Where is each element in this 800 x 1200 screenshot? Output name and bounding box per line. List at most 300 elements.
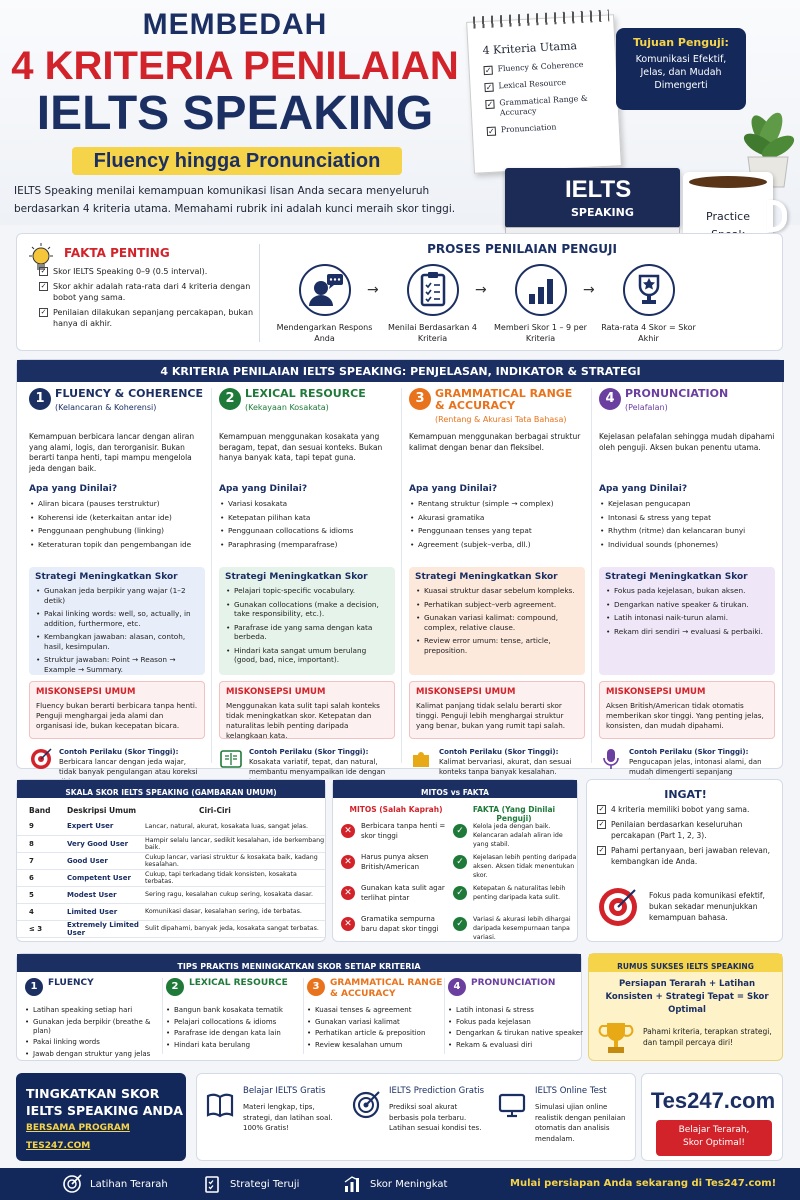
check-icon: ✓ (453, 824, 467, 838)
strategy-item: • Gunakan variasi kalimat: compound, complex, relative clause. (415, 613, 579, 632)
rumus-formula: Persiapan Terarah + Latihan Konsisten + Strategi Tepat = Skor Optimal (605, 979, 769, 1015)
promo-features (196, 1073, 636, 1161)
process-step-label: Rata-rata 4 Skor = Skor Akhir (601, 323, 696, 343)
process-step-label: Mendengarkan Respons Anda (276, 323, 373, 343)
column-divider (162, 978, 163, 1054)
strategy-item: • Fokus pada kejelasan, bukan aksen. (605, 586, 769, 596)
ingat-title: INGAT! (664, 788, 707, 801)
process-title: PROSES PENILAIAN PENGUJI (427, 242, 617, 256)
band-description: Competent User (53, 869, 141, 886)
criterion-number: 4 (599, 388, 621, 410)
footer-item (342, 1174, 447, 1194)
ingat-panel (586, 779, 783, 942)
rumus-title: RUMUS SUKSES IELTS SPEAKING (617, 962, 754, 971)
band-traits: Hampir selalu lancar, sedikit kesalahan, ide berkembang baik. (141, 835, 325, 852)
assess-item: • Rentang struktur (simple → complex) (409, 499, 585, 509)
tip-item: • Gunakan jeda berpikir (breathe & plan) (25, 1018, 165, 1036)
rumus-text: Pahami kriteria, terapkan strategi, dan tampil percaya diri! (643, 1027, 772, 1047)
promo-feature-title: IELTS Online Test (535, 1086, 607, 1096)
criterion-number: 2 (219, 388, 241, 410)
criteria-title: 4 KRITERIA PENILAIAN IELTS SPEAKING: PENJELASAN, INDIKATOR & STRATEGI (160, 365, 641, 378)
checkbox-icon: ✓ (486, 99, 494, 110)
assess-item: • Variasi kosakata (219, 499, 395, 509)
checkbox-icon: ✓ (484, 65, 492, 76)
myth-text: Gunakan kata sulit agar terlihat pintar (361, 884, 445, 902)
notepad-item (487, 120, 609, 136)
column-divider (444, 978, 445, 1054)
band-value: ≤ 3 (17, 920, 53, 937)
strategy-box (599, 567, 775, 675)
misconception-box (219, 681, 395, 739)
tip-header (25, 978, 165, 1006)
column-divider (401, 388, 402, 763)
criterion-description: Kemampuan menggunakan berbagai struktur kalimat dengan benar dan fleksibel. (409, 432, 581, 452)
band-description: Modest User (53, 886, 141, 903)
tip-number: 1 (25, 978, 43, 996)
brand-box (641, 1073, 783, 1161)
scale-row (17, 920, 325, 937)
tip-item: • Bangun bank kosakata tematik (166, 1006, 306, 1015)
tip-item: • Fokus pada kejelasan (448, 1018, 588, 1027)
assess-item: • Koherensi ide (keterkaitan antar ide) (29, 513, 205, 523)
strategy-item: • Rekam diri sendiri → evaluasi & perbaiki. (605, 627, 769, 637)
tip-item: • Review kesalahan umum (307, 1041, 447, 1050)
scale-row (17, 886, 325, 903)
criterion-description: Kemampuan menggunakan kosakata yang beragam, tepat, dan sesuai konteks. Bukan hanya banyak kata, tapi tepat guna. (219, 432, 383, 462)
notepad-item-label: Fluency & Coherence (497, 59, 584, 74)
intro-text: IELTS Speaking menilai kemampuan komunikasi lisan Anda secara menyeluruh berdasarkan 4 kriteria utama. Memahami rubrik ini adalah kunci meraih skor tinggi. (14, 185, 456, 215)
example-title: Contoh Perilaku (Skor Tinggi): (629, 748, 749, 756)
example-title: Contoh Perilaku (Skor Tinggi): (439, 748, 559, 756)
checkbox-icon: ✓ (40, 267, 47, 275)
assess-title: Apa yang Dinilai? (409, 484, 498, 494)
criterion-header (219, 388, 395, 422)
tip-column (166, 978, 306, 1052)
rumus-panel (588, 953, 783, 1061)
example-title: Contoh Perilaku (Skor Tinggi): (59, 748, 179, 756)
strategy-item: • Gunakan collocations (make a decision, take responsibility, etc.). (225, 600, 389, 619)
tip-item: • Pakai linking words (25, 1038, 165, 1047)
misconception-text: Fluency bukan berarti berbicara tanpa henti. Penguji menghargai jeda alami dan organisasi ide, bukan kecepatan bicara. (36, 701, 198, 730)
myth-text: Harus punya aksen British/American (361, 853, 429, 871)
tips-title: TIPS PRAKTIS MENINGKATKAN SKOR SETIAP KRITERIA (177, 962, 421, 971)
tip-header (166, 978, 306, 1006)
subtitle-text: Fluency hingga Pronunciation (93, 150, 381, 172)
band-value: 7 (17, 852, 53, 869)
criterion-title-text: LEXICAL RESOURCE (245, 387, 366, 400)
assess-item: • Ketepatan pilihan kata (219, 513, 395, 523)
ingat-item (597, 804, 779, 815)
brand-badge (656, 1120, 772, 1156)
target-icon (62, 1174, 82, 1194)
cross-icon: ✕ (341, 824, 355, 838)
promo-feature-text: Materi lengkap, tips, strategi, dan latihan soal. 100% Gratis! (243, 1103, 333, 1132)
myths-panel (332, 779, 578, 942)
criterion-header (599, 388, 775, 422)
title-line-2: 4 KRITERIA PENILAIAN (11, 44, 459, 88)
promo-banner (16, 1073, 186, 1161)
promo-feature-text: Simulasi ujian online realistik dengan penilaian otomatis dan analisis mendalam. (535, 1103, 626, 1143)
myth-text: Gramatika sempurna baru dapat skor tinggi (361, 915, 439, 933)
checkbox-icon: ✓ (40, 282, 47, 290)
criteria-panel (16, 359, 783, 776)
criterion-subtitle: (Pelafalan) (625, 403, 668, 412)
scale-row (17, 869, 325, 886)
ingat-list (597, 804, 779, 871)
example-text: Kalimat bervariasi, akurat, dan sesuai konteks tanpa banyak kesalahan. (439, 758, 572, 776)
strategy-item: • Pakai linking words: well, so, actually, in addition, furthermore, etc. (35, 609, 199, 628)
fact-text: Skor akhir adalah rata-rata dari 4 kriteria dengan bobot yang sama. (53, 282, 251, 302)
clipboard-icon (407, 264, 459, 316)
scale-row (17, 852, 325, 869)
trophy-icon (599, 1020, 633, 1056)
misconception-title: MISKONSEPSI UMUM (606, 687, 706, 697)
listen-icon (299, 264, 351, 316)
title-line-3: IELTS SPEAKING (36, 87, 434, 140)
ingat-item (597, 845, 779, 867)
tip-item: • Jawab dengan struktur yang jelas (25, 1050, 165, 1059)
tip-title: LEXICAL RESOURCE (189, 978, 288, 988)
ingat-text: 4 kriteria memiliki bobot yang sama. (611, 805, 750, 814)
target-icon (597, 886, 639, 928)
misconception-box (29, 681, 205, 739)
tip-item: • Dengarkan & tirukan native speaker (448, 1029, 588, 1038)
band-description: Good User (53, 852, 141, 869)
notepad-item-label: Lexical Resource (498, 77, 567, 91)
tip-column (25, 978, 165, 1061)
band-description: Extremely Limited User (53, 920, 141, 937)
myths-title: MITOS vs FAKTA (421, 788, 489, 797)
strategy-box (409, 567, 585, 675)
misconception-box (409, 681, 585, 739)
assess-title: Apa yang Dinilai? (29, 484, 118, 494)
notepad-title: 4 Kriteria Utama (482, 39, 578, 58)
criterion-description: Kemampuan berbicara lancar dengan aliran yang alami, logis, dan terorganisir. Bukan berarti tanpa henti, tapi mampu mengelola jeda dengan baik. (29, 432, 195, 473)
promo-feature[interactable] (495, 1074, 637, 1166)
tips-title-bar (17, 954, 581, 972)
strategy-item: • Pelajari topic-specific vocabulary. (225, 586, 389, 596)
example-text: Kosakata variatif, tepat, dan natural, membantu menyampaikan ide dengan (249, 758, 386, 776)
assess-item: • Keteraturan topik dan pengembangan ide (29, 540, 205, 550)
ingat-item (597, 819, 779, 841)
tip-item: • Gunakan variasi kalimat (307, 1018, 447, 1027)
band-traits: Lancar, natural, akurat, kosakata luas, sangat jelas. (141, 818, 325, 835)
mug-text: Practice (706, 210, 750, 223)
tip-title: PRONUNCIATION (471, 978, 556, 988)
promo-feature-title: Belajar IELTS Gratis (243, 1086, 326, 1096)
notepad-item (484, 76, 606, 92)
tip-item: • Hindari kata berulang (166, 1041, 306, 1050)
facts-process-panel (16, 233, 783, 351)
tip-number: 4 (448, 978, 466, 996)
strategy-title: Strategi Meningkatkan Skor (605, 572, 748, 582)
assess-list (409, 499, 585, 561)
assess-item: • Agreement (subjek–verba, dll.) (409, 540, 585, 550)
example-title: Contoh Perilaku (Skor Tinggi): (249, 748, 369, 756)
growth-chart-icon (342, 1174, 362, 1194)
fact-text: Penilaian dilakukan sepanjang percakapan, bukan hanya di akhir. (53, 308, 254, 328)
assess-item: • Aliran bicara (pauses terstruktur) (29, 499, 205, 509)
process-step (380, 264, 485, 344)
assess-list (29, 499, 205, 561)
tip-item: • Latihan speaking setiap hari (25, 1006, 165, 1015)
ielts-book (505, 168, 680, 228)
assess-item: • Akurasi gramatika (409, 513, 585, 523)
assess-item: • Individual sounds (phonemes) (599, 540, 775, 550)
criterion-header (29, 388, 205, 422)
band-description: Limited User (53, 903, 141, 920)
band-traits: Sulit dipahami, banyak jeda, kosakata sangat terbatas. (141, 920, 325, 937)
col-band: Band (29, 805, 51, 815)
criterion-title-text: PRONUNCIATION (625, 387, 729, 400)
band-value: 4 (17, 903, 53, 920)
checkbox-icon: ✓ (598, 846, 605, 854)
strategy-title: Strategi Meningkatkan Skor (35, 572, 178, 582)
example-text: Pengucapan jelas, intonasi alami, dan mudah dimengerti sepanjang (629, 758, 762, 776)
ingat-text: Penilaian berdasarkan keseluruhan percakapan (Part 1, 2, 3). (611, 820, 743, 840)
tip-item: • Kuasai tenses & agreement (307, 1006, 447, 1015)
fact-item (39, 307, 254, 329)
rumus-title-bar (589, 954, 782, 972)
myth-head: MITOS (Salah Kaprah) (349, 805, 443, 814)
strategy-item: • Hindari kata sangat umum berulang (good, bad, nice, important). (225, 646, 389, 665)
band-description: Expert User (53, 818, 141, 835)
tip-column (448, 978, 588, 1052)
strategy-box (219, 567, 395, 675)
footer-bar (0, 1168, 800, 1200)
tip-header (307, 978, 447, 1006)
promo-feature-text: Prediksi soal akurat berbasis pola terbaru. Latihan sesuai kondisi tes. (389, 1103, 482, 1132)
checklist-icon (202, 1174, 222, 1194)
checkbox-icon: ✓ (598, 805, 605, 813)
process-step-label: Memberi Skor 1 – 9 per Kriteria (494, 323, 587, 343)
target-icon (351, 1090, 381, 1124)
example-behavior (409, 747, 585, 777)
cross-icon: ✕ (341, 917, 355, 931)
scale-title: SKALA SKOR IELTS SPEAKING (GAMBARAN UMUM) (65, 788, 277, 797)
promo-line-1: TINGKATKAN SKOR (26, 1086, 160, 1101)
criterion-title-text: FLUENCY & COHERENCE (55, 387, 203, 400)
fact-text: Variasi & akurasi lebih dihargai daripada kesempurnaan tanpa variasi. (473, 916, 571, 941)
column-divider (303, 978, 304, 1054)
tip-item: • Perhatikan article & preposition (307, 1029, 447, 1038)
checkbox-icon: ✓ (487, 126, 495, 136)
misconception-box (599, 681, 775, 739)
band-description: Very Good User (53, 835, 141, 852)
footer-item (202, 1174, 299, 1194)
tip-header (448, 978, 588, 1006)
assess-list (599, 499, 775, 561)
misconception-title: MISKONSEPSI UMUM (36, 687, 136, 697)
tip-item: • Latih intonasi & stress (448, 1006, 588, 1015)
assess-item: • Penggunaan collocations & idioms (219, 526, 395, 536)
criterion-column (593, 387, 781, 776)
notepad-item-label: Grammatical Range & Accuracy (499, 93, 588, 118)
strategy-item: • Latih intonasi naik-turun alami. (605, 613, 769, 623)
process-step (596, 264, 701, 344)
assess-item: • Paraphrasing (memparafrase) (219, 540, 395, 550)
assess-title: Apa yang Dinilai? (599, 484, 688, 494)
arrow-right-icon: → (583, 282, 595, 298)
misconception-title: MISKONSEPSI UMUM (416, 687, 516, 697)
promo-line-3: BERSAMA PROGRAM TES247.COM (26, 1123, 130, 1151)
strategy-item: • Perhatikan subject–verb agreement. (415, 600, 579, 610)
myth-fact-row (341, 849, 575, 879)
col-desc: Deskripsi Umum (67, 805, 137, 815)
scale-header-row (17, 802, 325, 818)
arrow-right-icon: → (367, 282, 379, 298)
process-step (272, 264, 377, 344)
column-divider (591, 388, 592, 763)
band-value: 8 (17, 835, 53, 852)
process-step-label: Menilai Berdasarkan 4 Kriteria (387, 323, 477, 343)
col-traits: Ciri-Ciri (199, 805, 231, 815)
book-icon (205, 1090, 235, 1124)
microphone-icon (599, 747, 623, 771)
example-text-block (439, 747, 585, 777)
misconception-text: Menggunakan kata sulit tapi salah konteks tidak meningkatkan skor. Ketepatan dan naturalitas lebih penting daripada kelangkaan kata. (226, 701, 380, 740)
criterion-column (23, 387, 211, 776)
checkbox-icon: ✓ (485, 82, 493, 93)
header (0, 0, 800, 225)
fact-text: Ketepatan & naturalitas lebih penting daripada kata sulit. (473, 885, 566, 901)
strategy-item: • Struktur jawaban: Point → Reason → Example → Summary. (35, 655, 199, 674)
title-line-1: MEMBEDAH (142, 8, 328, 41)
strategy-box (29, 567, 205, 675)
cross-icon: ✕ (341, 886, 355, 900)
checkbox-icon: ✓ (40, 308, 47, 316)
target-icon (29, 747, 53, 771)
monitor-icon (497, 1090, 527, 1124)
myth-fact-row (341, 911, 575, 941)
tip-column (307, 978, 447, 1052)
band-traits: Sering ragu, kesalahan cukup sering, kosakata dasar. (141, 886, 325, 903)
myth-fact-row (341, 880, 575, 910)
goal-text: Komunikasi Efektif, Jelas, dan Mudah Dimengerti (635, 54, 727, 91)
misconception-text: Aksen British/American tidak otomatis memberikan skor tinggi. Yang penting jelas, konsisten, dan mudah dipahami. (606, 701, 764, 730)
check-icon: ✓ (453, 855, 467, 869)
check-icon: ✓ (453, 886, 467, 900)
assess-item: • Penggunaan penghubung (linking) (29, 526, 205, 536)
fact-text: Skor IELTS Speaking 0–9 (0.5 interval). (53, 267, 208, 276)
goal-title: Tujuan Penguji: (633, 36, 729, 49)
myths-title-bar (333, 780, 577, 798)
brand-name[interactable]: Tes247.com (650, 1088, 776, 1113)
fact-item (39, 266, 254, 277)
strategy-item: • Kembangkan jawaban: alasan, contoh, hasil, kesimpulan. (35, 632, 199, 651)
assess-item: • Kejelasan pengucapan (599, 499, 775, 509)
notepad-item (485, 93, 608, 119)
strategy-title: Strategi Meningkatkan Skor (415, 572, 558, 582)
tip-title: FLUENCY (48, 978, 94, 988)
scale-row (17, 818, 325, 835)
strategy-title: Strategi Meningkatkan Skor (225, 572, 368, 582)
arrow-right-icon: → (475, 282, 487, 298)
criterion-title (435, 388, 585, 426)
promo-line-2: IELTS SPEAKING ANDA (26, 1103, 183, 1118)
spiral-binding (473, 9, 609, 28)
strategy-item: • Dengarkan native speaker & tirukan. (605, 600, 769, 610)
promo-feature[interactable] (349, 1074, 491, 1166)
promo-feature-title: IELTS Prediction Gratis (389, 1086, 485, 1096)
scale-title-bar (17, 780, 325, 798)
strategy-item: • Parafrase ide yang sama dengan kata berbeda. (225, 623, 389, 642)
tip-item: • Parafrase ide dengan kata lain (166, 1029, 306, 1038)
assess-item: • Intonasi & stress yang tepat (599, 513, 775, 523)
coffee-surface (689, 176, 767, 188)
puzzle-icon (409, 747, 433, 771)
assess-title: Apa yang Dinilai? (219, 484, 308, 494)
tip-item: • Pelajari collocations & idioms (166, 1018, 306, 1027)
band-traits: Cukup, tapi terkadang tidak konsisten, kosakata terbatas. (141, 869, 325, 886)
strategy-item: • Kuasai struktur dasar sebelum kompleks. (415, 586, 579, 596)
criterion-subtitle: (Rentang & Akurasi Tata Bahasa) (435, 415, 567, 424)
fact-text: Kelola jeda dengan baik. Kelancaran adalah aliran ide yang stabil. (473, 823, 563, 848)
facts-list (39, 266, 254, 333)
strategy-item: • Review error umum: tense, article, preposition. (415, 636, 579, 655)
band-value: 6 (17, 869, 53, 886)
scale-row (17, 903, 325, 920)
footer-item (62, 1174, 168, 1194)
tip-title: GRAMMATICAL RANGE & ACCURACY (330, 978, 443, 999)
tip-number: 3 (307, 978, 325, 996)
myth-fact-row (341, 818, 575, 848)
goal-box (616, 28, 746, 110)
criterion-column (213, 387, 401, 776)
cross-icon: ✕ (341, 855, 355, 869)
process-step (488, 264, 593, 344)
mug-handle (767, 200, 787, 232)
misconception-text: Kalimat panjang tidak selalu berarti skor tinggi. Penguji lebih menghargai struktur yang benar, bukan yang rumit tapi salah. (416, 701, 566, 730)
scale-panel (16, 779, 326, 942)
book-icon (219, 747, 243, 771)
scale-row (17, 835, 325, 852)
checkbox-icon: ✓ (598, 820, 605, 828)
tips-panel (16, 953, 582, 1061)
criterion-subtitle: (Kekayaan Kosakata) (245, 403, 329, 412)
criterion-header (409, 388, 585, 422)
fact-head: FAKTA (Yang Dinilai Penguji) (472, 805, 556, 823)
criterion-title-text: GRAMMATICAL RANGE & ACCURACY (435, 387, 573, 412)
criterion-title (245, 388, 395, 414)
ingat-focus: Fokus pada komunikasi efektif, bukan sekadar menunjukkan kemampuan bahasa. (649, 891, 765, 922)
fact-item (39, 281, 254, 303)
promo-feature[interactable] (203, 1074, 345, 1166)
myth-text: Berbicara tanpa henti = skor tinggi (361, 822, 446, 840)
strategy-item: • Gunakan jeda berpikir yang wajar (1–2 detik) (35, 586, 199, 605)
panel-divider (259, 244, 260, 342)
criterion-number: 1 (29, 388, 51, 410)
tip-number: 2 (166, 978, 184, 996)
column-divider (211, 388, 212, 763)
footer-cta[interactable]: Mulai persiapan Anda sekarang di Tes247.com! (510, 1178, 777, 1189)
brand-badge-text: Belajar Terarah, Skor Optimal! (678, 1125, 750, 1148)
facts-title: FAKTA PENTING (64, 246, 170, 260)
assess-list (219, 499, 395, 561)
footer-item-label: Strategi Teruji (230, 1178, 300, 1190)
criterion-title (55, 388, 205, 414)
band-value: 5 (17, 886, 53, 903)
bar-chart-icon (515, 264, 567, 316)
subtitle-tag (72, 147, 402, 175)
example-text: Berbicara lancar dengan jeda wajar, tidak banyak pengulangan atau koreksi (59, 758, 198, 776)
notepad-item-label: Pronunciation (500, 122, 557, 135)
assess-item: • Penggunaan tenses yang tepat (409, 526, 585, 536)
book-line-2: SPEAKING (571, 206, 634, 219)
band-traits: Cukup lancar, variasi struktur & kosakata baik, kadang kesalahan. (141, 852, 325, 869)
scale-table (17, 802, 325, 938)
band-traits: Komunikasi dasar, kesalahan sering, ide terbatas. (141, 903, 325, 920)
